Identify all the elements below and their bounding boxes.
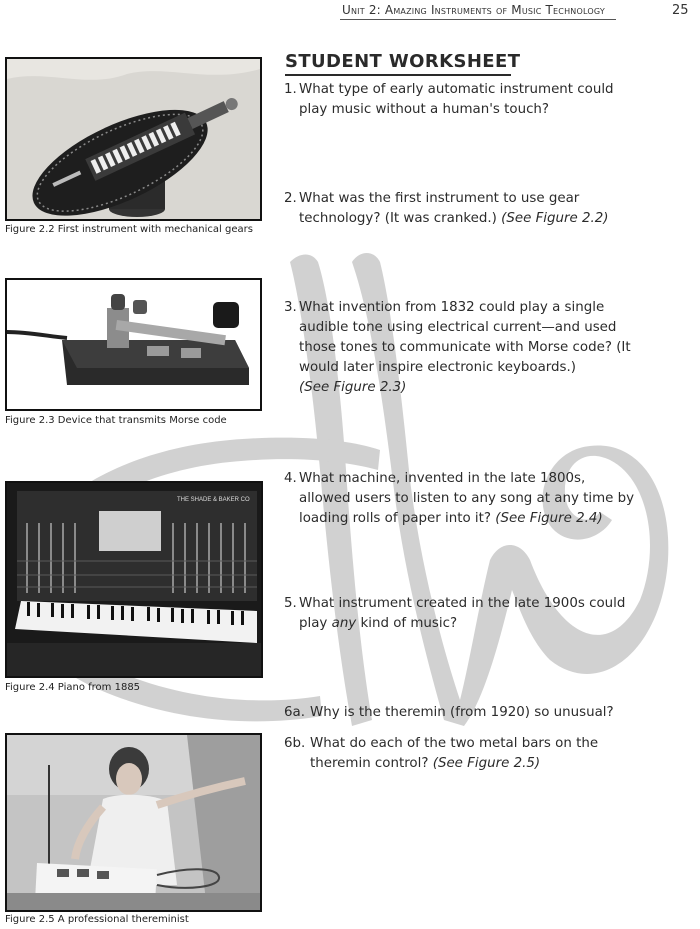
question-text: What do each of the two metal bars on the (310, 736, 599, 751)
question-number: 1. (284, 82, 297, 97)
piano-maker-label: THE SHADE & BAKER CO (177, 497, 250, 503)
figure-telegraph-key-photo (5, 278, 262, 411)
thereminist-illustration (7, 735, 260, 910)
question-text: loading rolls of paper into it? (299, 511, 496, 526)
question-text: What was the first instrument to use gear (299, 191, 580, 206)
question-text: would later inspire electronic keyboards.) (299, 360, 576, 375)
question-text: allowed users to listen to any song at any time by (299, 491, 635, 506)
figure-reference: (See Figure 2.5) (432, 756, 541, 771)
question-number: 5. (284, 596, 297, 611)
figure-reference: (See Figure 2.3) (299, 380, 407, 395)
figure-caption: Figure 2.5 A professional thereminist (5, 914, 189, 925)
question-text: audible tone using electrical current—and used (299, 320, 617, 335)
figure-hurdy-gurdy-photo (5, 57, 262, 221)
worksheet-title: STUDENT WORKSHEET (285, 51, 521, 72)
figure-reference: (See Figure 2.2) (501, 211, 609, 226)
question-5 (284, 594, 644, 634)
question-6b (284, 734, 644, 774)
running-head: Unit 2: Amazing Instruments of Music Technology (342, 3, 605, 17)
question-text: play (299, 616, 332, 631)
figure-reference: (See Figure 2.4) (495, 511, 603, 526)
figure-caption: Figure 2.2 First instrument with mechanical gears (5, 224, 253, 235)
hurdy-gurdy-illustration (7, 59, 260, 219)
question-number: 3. (284, 300, 297, 315)
page-number: 25 (672, 3, 689, 18)
title-underline (285, 74, 511, 76)
question-text: What machine, invented in the late 1800s, (299, 471, 586, 486)
question-text: What instrument created in the late 1900s could (299, 596, 626, 611)
figure-caption: Figure 2.4 Piano from 1885 (5, 682, 141, 693)
player-piano-illustration (7, 483, 261, 676)
question-3 (284, 298, 644, 398)
question-6a (284, 703, 644, 723)
question-text: Why is the theremin (from 1920) so unusual? (310, 705, 614, 720)
question-number: 6b. (284, 736, 306, 751)
question-text: kind of music? (356, 616, 458, 631)
question-number: 4. (284, 471, 297, 486)
figure-player-piano-photo (5, 481, 263, 678)
figure-caption: Figure 2.3 Device that transmits Morse code (5, 415, 227, 426)
question-text: those tones to communicate with Morse code? (It (299, 340, 631, 355)
question-2 (284, 189, 644, 229)
telegraph-key-illustration (7, 280, 260, 409)
question-text: What type of early automatic instrument could (299, 82, 614, 97)
question-number: 2. (284, 191, 297, 206)
question-text: What invention from 1832 could play a single (299, 300, 605, 315)
emphasis-text: any (331, 616, 357, 631)
question-1 (284, 80, 644, 120)
figure-thereminist-photo (5, 733, 262, 912)
question-text: play music without a human's touch? (299, 102, 550, 117)
question-4 (284, 469, 644, 529)
header-rule (340, 19, 616, 20)
question-text: technology? (It was cranked.) (299, 211, 502, 226)
question-text: theremin control? (310, 756, 433, 771)
question-number: 6a. (284, 705, 305, 720)
